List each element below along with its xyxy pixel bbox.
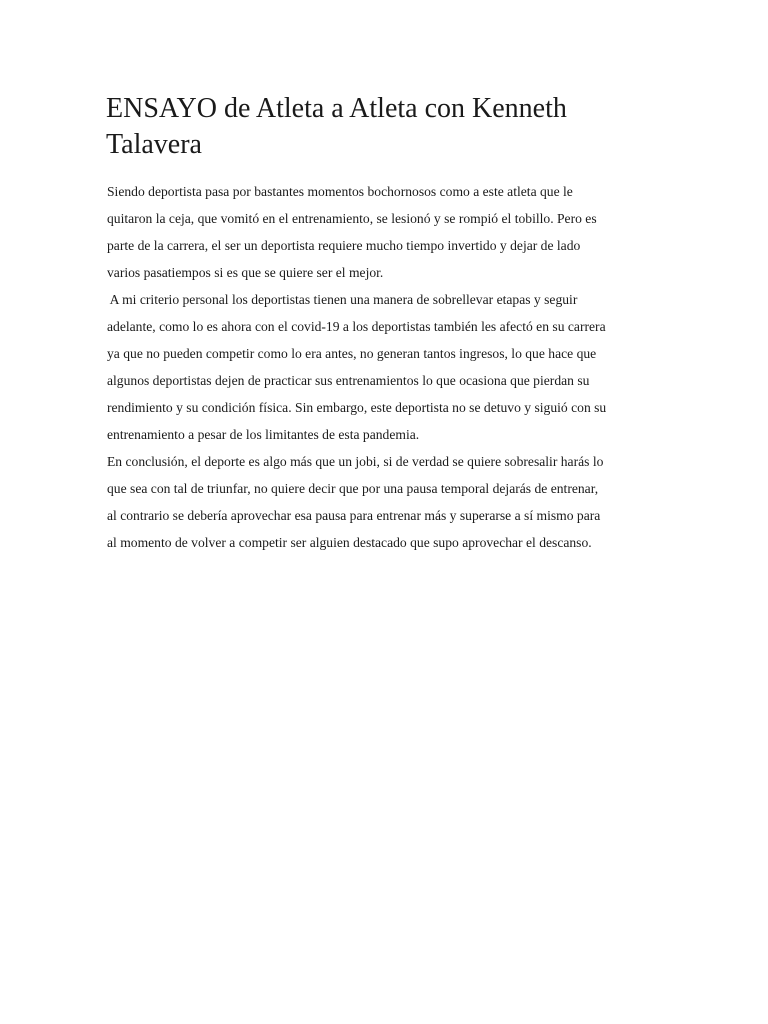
body-line: quitaron la ceja, que vomitó en el entrenamiento, se lesionó y se rompió el tobillo. Pero es [107,211,597,226]
body-line: ya que no pueden competir como lo era antes, no generan tantos ingresos, lo que hace que [107,346,597,361]
body-line: al momento de volver a competir ser alguien destacado que supo aprovechar el descanso. [107,535,592,550]
body-line: En conclusión, el deporte es algo más que un jobi, si de verdad se quiere sobresalir harás lo [107,454,604,469]
body-line: A mi criterio personal los deportistas tienen una manera de sobrellevar etapas y seguir [107,292,578,307]
body-line: que sea con tal de triunfar, no quiere decir que por una pausa temporal dejarás de entrenar, [107,481,599,496]
body-line: varios pasatiempos si es que se quiere ser el mejor. [107,265,384,280]
body-line: Siendo deportista pasa por bastantes momentos bochornosos como a este atleta que le [107,184,573,199]
document-body [107,178,667,556]
document-title [106,91,706,163]
body-line: adelante, como lo es ahora con el covid-19 a los deportistas también les afectó en su carrera [107,319,606,334]
body-line: al contrario se debería aprovechar esa pausa para entrenar más y superarse a sí mismo para [107,508,601,523]
body-line: algunos deportistas dejen de practicar sus entrenamientos lo que ocasiona que pierdan su [107,373,590,388]
body-line: parte de la carrera, el ser un deportista requiere mucho tiempo invertido y dejar de lado [107,238,581,253]
body-line: rendimiento y su condición física. Sin embargo, este deportista no se detuvo y siguió con su [107,400,607,415]
document-title-line-1: ENSAYO de Atleta a Atleta con Kenneth [106,93,567,124]
document-title-line-2: Talavera [106,129,202,160]
body-line: entrenamiento a pesar de los limitantes de esta pandemia. [107,427,420,442]
